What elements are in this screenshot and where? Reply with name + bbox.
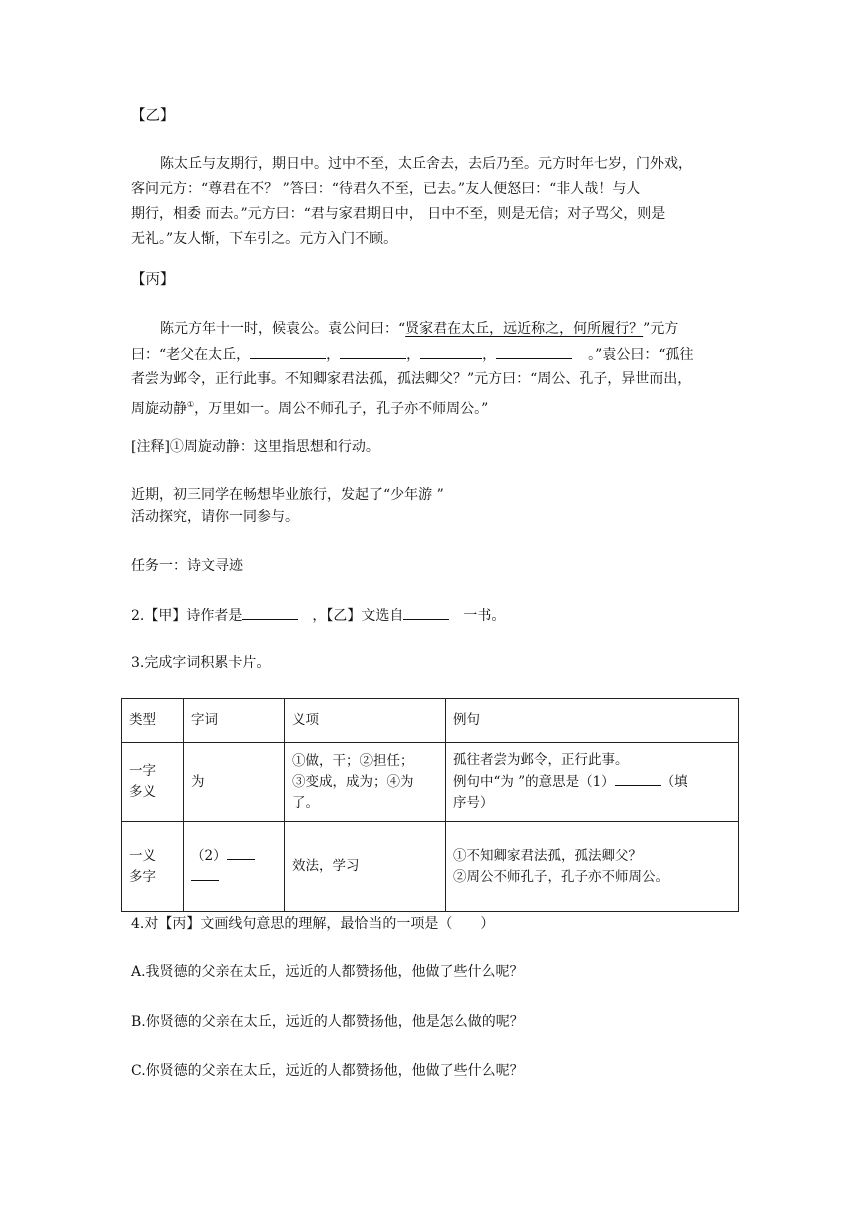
footnote-marker: ①: [187, 400, 195, 409]
question-2-text: 2.【甲】诗作者是: [131, 608, 243, 624]
meaning-cell: 效法，学习: [285, 822, 446, 912]
type-text: 一义: [129, 847, 156, 864]
intro-line-2: 活动探究，请你一同参与。: [131, 509, 299, 525]
passage-bing-text: ，万里如一。周公不师孔子，孔子亦不师周公。”: [194, 401, 489, 417]
question-2: [131, 605, 505, 626]
annotation-note: [注释]①周旋动静：这里指思想和行动。: [131, 439, 380, 455]
answer-blank[interactable]: [420, 344, 482, 359]
passage-bing-line-2: [131, 344, 694, 365]
passage-bing-line-4: [131, 395, 488, 419]
comma: ，: [326, 347, 341, 363]
option-b[interactable]: B.你贤德的父亲在太丘，远近的人都赞扬他，他是怎么做的呢？: [131, 1014, 524, 1030]
header-cell: 类型: [122, 699, 184, 743]
passage-bing-text: 陈元方年十一时，候袁公。袁公问曰：“: [160, 321, 406, 337]
passage-bing-line-1: [160, 319, 678, 339]
question-4-stem: 4.对【丙】文画线句意思的理解，最恰当的一项是（ ）: [131, 916, 495, 932]
header-cell: 例句: [446, 699, 739, 743]
option-c[interactable]: C.你贤德的父亲在太丘，远近的人都赞扬他，他做了些什么呢？: [131, 1063, 524, 1079]
question-2-text: ，【乙】文选自: [312, 608, 404, 624]
example-cell: [446, 822, 739, 912]
passage-bing-text: 。”袁公曰：“孤往: [588, 347, 694, 363]
passage-yi-line-1: 陈太丘与友期行，期日中。过中不至，太丘舍去，去后乃至。元方时年七岁，门外戏，: [160, 156, 692, 172]
example-text: 序号）: [453, 795, 494, 811]
word-cell: 为: [184, 743, 285, 822]
example-text: 孤往者尝为邺令，正行此事。: [453, 752, 629, 768]
meaning-text: ③变成，成为；④为: [292, 773, 414, 790]
meaning-text: ①做，干；②担任；: [292, 752, 414, 769]
header-cell: 字词: [184, 699, 285, 743]
section-yi-heading: 【乙】: [131, 108, 175, 124]
type-text: 一字: [129, 763, 156, 779]
answer-blank[interactable]: [340, 344, 406, 359]
comma: ，: [482, 347, 497, 363]
answer-blank[interactable]: [250, 344, 326, 359]
table-row: [122, 743, 739, 822]
example-text: ①不知卿家君法孤，孤法卿父？: [453, 847, 642, 864]
answer-blank[interactable]: [615, 771, 661, 786]
table-row: [122, 822, 739, 912]
meaning-cell: [285, 743, 446, 822]
passage-bing-text: 曰：“老父在太丘，: [131, 347, 251, 363]
question-2-text: 一书。: [463, 608, 506, 624]
passage-bing-line-3: 者尝为邺令，正行此事。不知卿家君法孤，孤法卿父？”元方曰：“周公、孔子，异世而出，: [131, 371, 692, 387]
header-cell: 义项: [285, 699, 446, 743]
underlined-sentence: 贤家君在太丘，远近称之，何所履行？: [405, 321, 644, 337]
word-cell: [184, 822, 285, 912]
question-3: 3.完成字词积累卡片。: [131, 655, 271, 671]
passage-yi-line-2: 客问元方：“尊君在不？ ”答曰：“待君久不至，已去。”友人便怒曰：“非人哉！与人: [131, 181, 641, 197]
comma: ，: [406, 347, 421, 363]
example-text: （填: [660, 774, 688, 790]
answer-blank[interactable]: [496, 344, 572, 359]
word-label: （2）: [191, 847, 227, 864]
type-cell: [122, 822, 184, 912]
passage-yi-line-3: 期行，相委 而去。”元方曰：“君与家君期日中， 日中不至，则是无信；对子骂父，则是: [131, 206, 666, 222]
answer-blank[interactable]: [191, 867, 219, 881]
section-bing-heading: 【丙】: [131, 272, 175, 288]
passage-yi-line-4: 无礼。”友人惭，下车引之。元方入门不顾。: [131, 231, 398, 247]
example-cell: [446, 743, 739, 822]
type-cell: [122, 743, 184, 822]
vocab-card-table: [121, 698, 739, 912]
intro-line-1: 近期，初三同学在畅想毕业旅行，发起了“少年游 ”: [131, 487, 444, 503]
example-text: 例句中“为 ”的意思是（1）: [453, 774, 615, 790]
option-a[interactable]: A.我贤德的父亲在太丘，远近的人都赞扬他，他做了些什么呢？: [131, 964, 524, 980]
answer-blank[interactable]: [227, 846, 255, 860]
passage-bing-text: 周旋动静: [131, 401, 187, 417]
answer-blank-book[interactable]: [403, 605, 449, 620]
type-text: 多字: [129, 868, 156, 885]
meaning-text: 了。: [292, 794, 319, 811]
passage-bing-text: ”元方: [643, 321, 679, 337]
answer-blank-author[interactable]: [242, 605, 298, 620]
example-text: ②周公不师孔子，孔子亦不师周公。: [453, 868, 669, 885]
table-header-row: [122, 699, 739, 743]
task-1-title: 任务一：诗文寻迹: [131, 558, 243, 574]
type-text: 多义: [129, 784, 156, 800]
